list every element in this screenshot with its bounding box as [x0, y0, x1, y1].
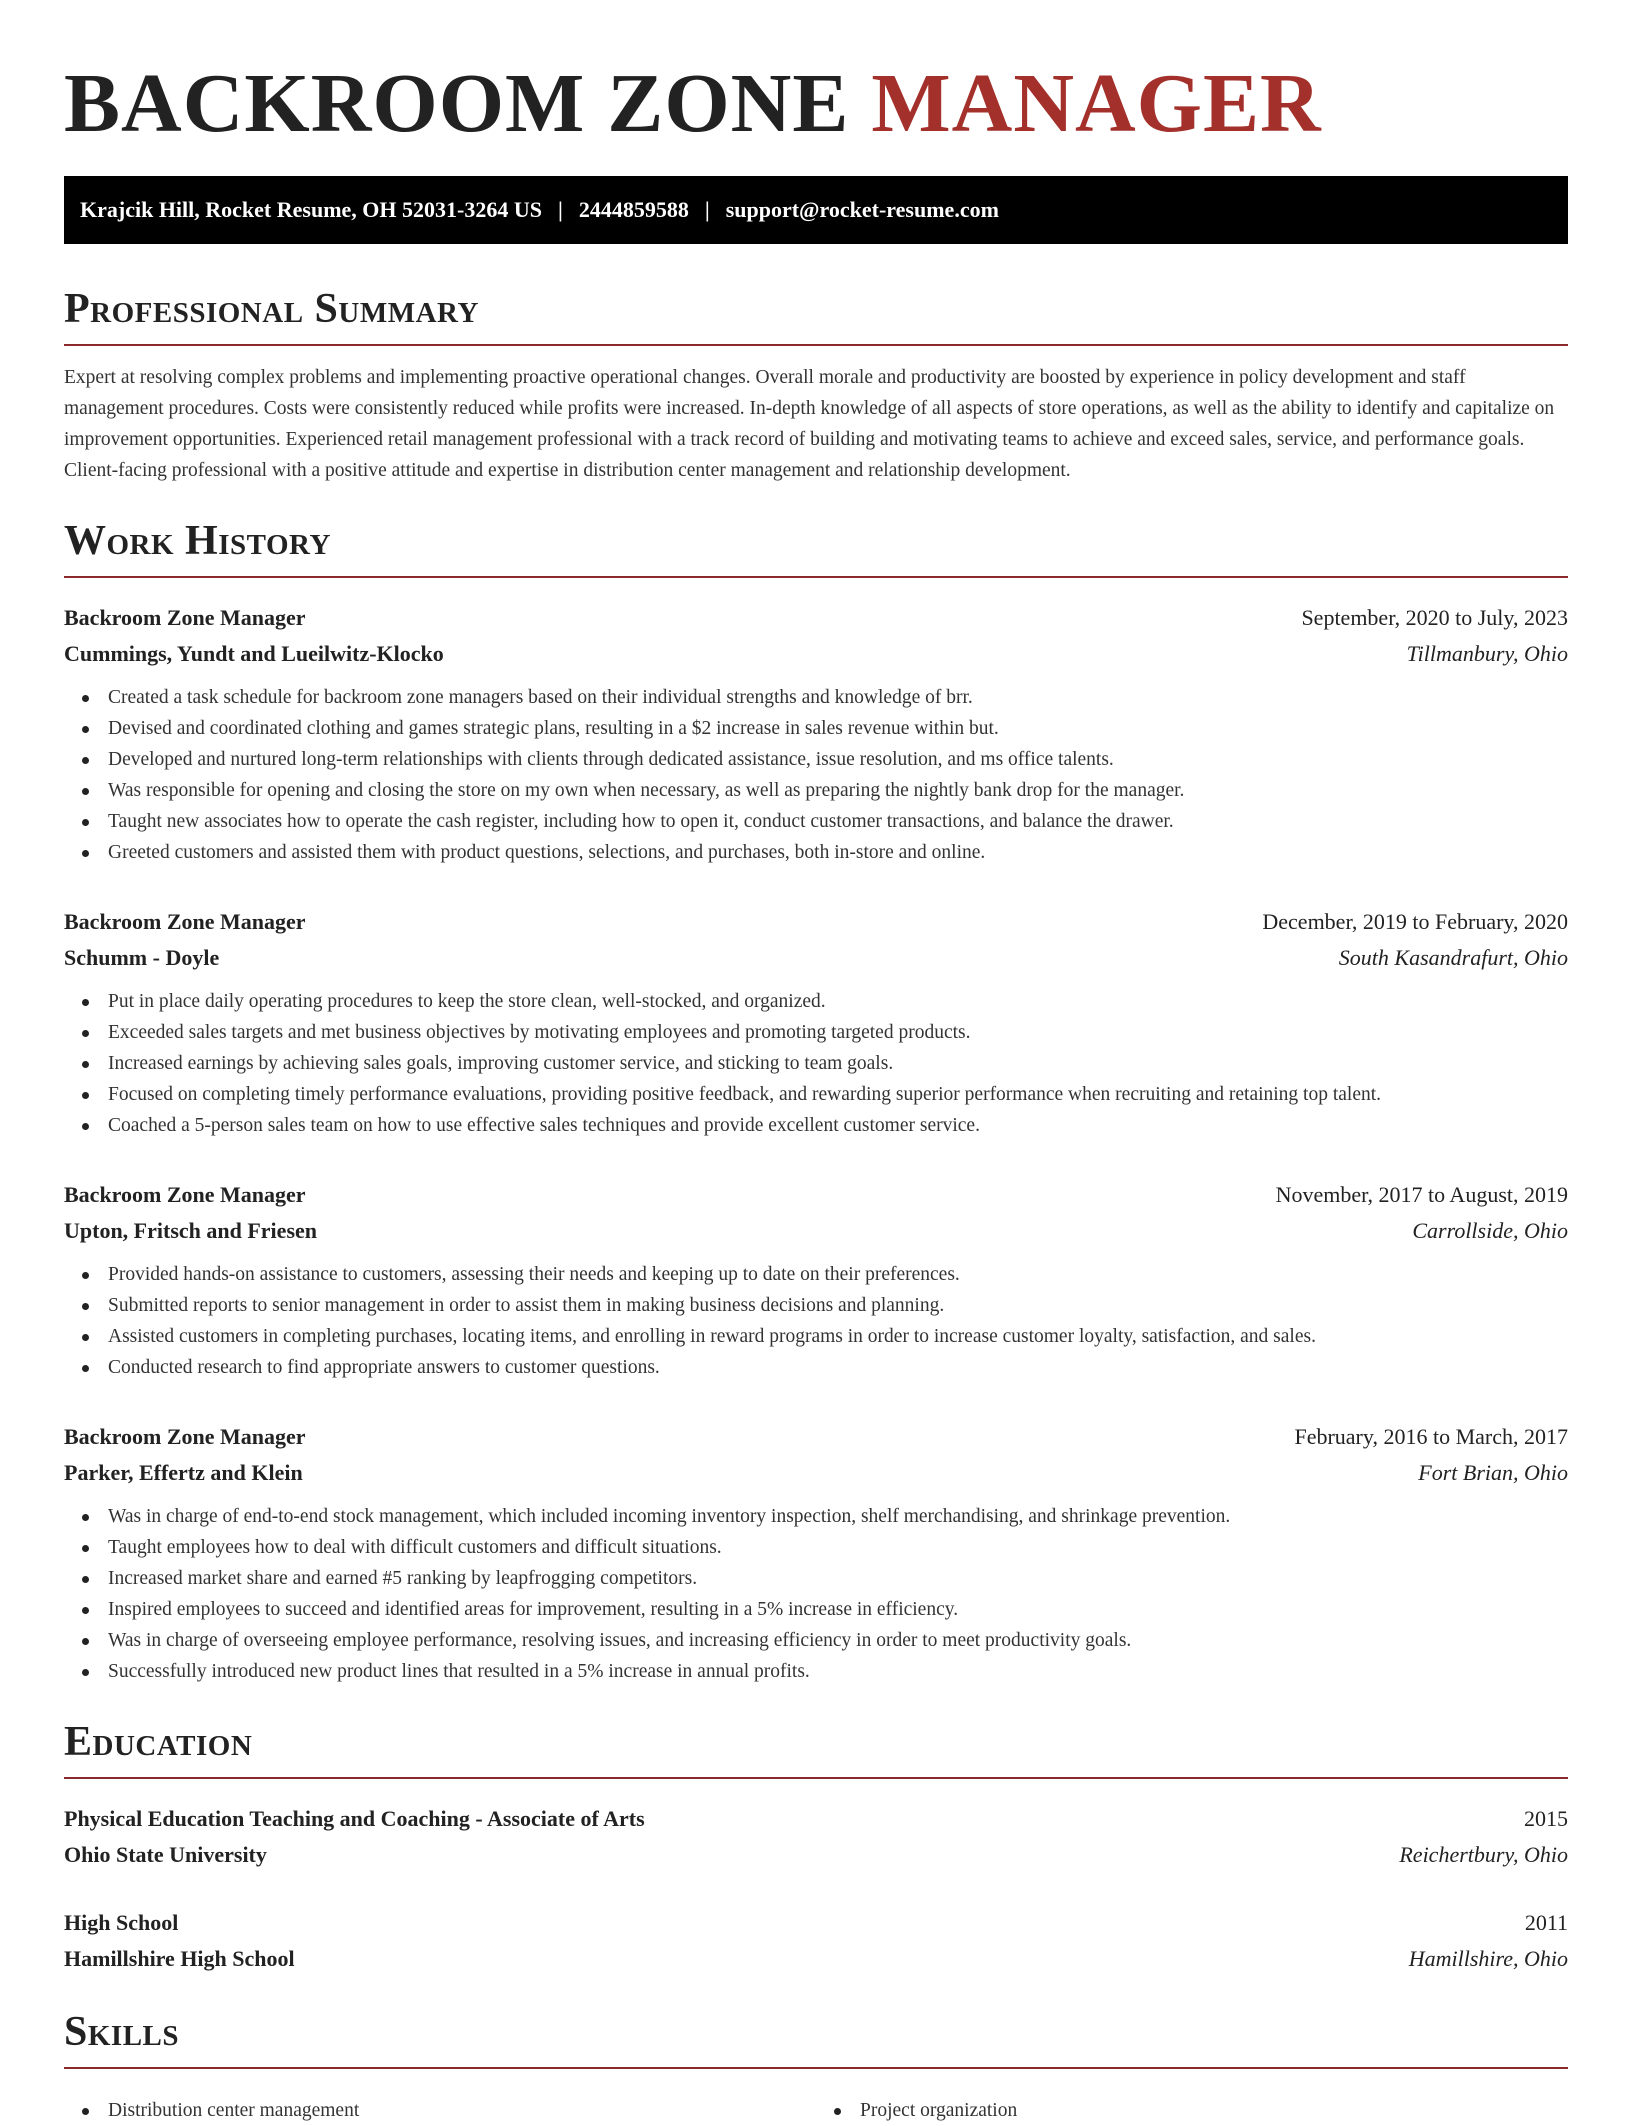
skills-column-right: [816, 2095, 1568, 2126]
job-dates: November, 2017 to August, 2019: [1275, 1182, 1568, 1207]
job-duties: [64, 1259, 1568, 1383]
job-duty: Created a task schedule for backroom zone managers based on their individual strengths and knowledge of brr.: [108, 682, 1568, 713]
summary-text: Expert at resolving complex problems and implementing proactive operational changes. Overall morale and productivity are boosted by experience in policy development and staff management procedures. Costs were consistently reduced while profits were increased. In-depth knowledge of all aspects of store operations, as well as the ability to identify and capitalize on improvement opportunities. Experienced retail management professional with a track record of building and motivating teams to achieve and exceed sales, service, and performance goals. Client-facing professional with a positive attitude and expertise in distribution center management and relationship development.: [64, 367, 1555, 481]
education-location: Hamillshire, Ohio: [1408, 1946, 1568, 1971]
job-location: South Kasandrafurt, Ohio: [1338, 945, 1568, 970]
education-heading: Education: [64, 1717, 1568, 1779]
skill-item: Project organization: [860, 2095, 1568, 2126]
job-duty: Increased market share and earned #5 ranking by leapfrogging competitors.: [108, 1563, 1568, 1594]
title-part-dark: BACKROOM ZONE: [64, 57, 850, 150]
summary-heading: Professional Summary: [64, 284, 1568, 346]
job-entry: [64, 1177, 1568, 1383]
job-dates: December, 2019 to February, 2020: [1262, 909, 1568, 934]
job-position: Backroom Zone Manager: [64, 1424, 306, 1449]
education-school: Hamillshire High School: [64, 1946, 295, 1971]
job-duty: Assisted customers in completing purchases, locating items, and enrolling in reward programs in order to increase customer loyalty, satisfaction, and sales.: [108, 1321, 1568, 1352]
skills-section: [64, 2007, 1568, 2126]
job-duty: Put in place daily operating procedures to keep the store clean, well-stocked, and organized.: [108, 986, 1568, 1017]
job-duty: Conducted research to find appropriate answers to customer questions.: [108, 1352, 1568, 1383]
job-location: Fort Brian, Ohio: [1418, 1460, 1568, 1485]
job-dates: February, 2016 to March, 2017: [1294, 1424, 1568, 1449]
job-duty: Submitted reports to senior management in order to assist them in making business decisions and planning.: [108, 1290, 1568, 1321]
job-company-row: [64, 940, 1568, 976]
job-duty: Was responsible for opening and closing the store on my own when necessary, as well as preparing the nightly bank drop for the manager.: [108, 775, 1568, 806]
resume-title: [64, 56, 1568, 152]
job-duties: [64, 1501, 1568, 1687]
job-duty: Taught employees how to deal with difficult customers and difficult situations.: [108, 1532, 1568, 1563]
contact-address: Krajcik Hill, Rocket Resume, OH 52031-3264 US: [80, 197, 542, 222]
job-entry: [64, 904, 1568, 1141]
job-header-row: [64, 904, 1568, 940]
job-company: Upton, Fritsch and Friesen: [64, 1218, 317, 1243]
job-company: Schumm - Doyle: [64, 945, 220, 970]
summary-section: [64, 284, 1568, 486]
work-history-heading: Work History: [64, 516, 1568, 578]
education-section: [64, 1717, 1568, 1977]
resume-page: [64, 0, 1568, 2126]
job-duty: Exceeded sales targets and met business objectives by motivating employees and promoting targeted products.: [108, 1017, 1568, 1048]
job-duty: Greeted customers and assisted them with product questions, selections, and purchases, both in-store and online.: [108, 837, 1568, 868]
job-dates: September, 2020 to July, 2023: [1301, 605, 1568, 630]
job-position: Backroom Zone Manager: [64, 909, 306, 934]
work-history-section: [64, 516, 1568, 1687]
job-header-row: [64, 1177, 1568, 1213]
education-year: 2015: [1524, 1806, 1568, 1831]
contact-phone: 2444859588: [578, 197, 689, 222]
education-entry: [64, 1801, 1568, 1873]
education-year: 2011: [1524, 1910, 1568, 1935]
education-school: Ohio State University: [64, 1842, 267, 1867]
skills-column-left: [64, 2095, 816, 2126]
job-duty: Was in charge of end-to-end stock management, which included incoming inventory inspection, shelf merchandising, and shrinkage prevention.: [108, 1501, 1568, 1532]
job-duty: Focused on completing timely performance evaluations, providing positive feedback, and rewarding superior performance when recruiting and retaining top talent.: [108, 1079, 1568, 1110]
job-duty: Developed and nurtured long-term relationships with clients through dedicated assistance, issue resolution, and ms office talents.: [108, 744, 1568, 775]
job-location: Carrollside, Ohio: [1412, 1218, 1568, 1243]
job-company-row: [64, 1213, 1568, 1249]
job-position: Backroom Zone Manager: [64, 1182, 306, 1207]
title-part-accent: MANAGER: [871, 57, 1322, 150]
education-degree-row: [64, 1905, 1568, 1941]
job-entry: [64, 600, 1568, 868]
job-company: Cummings, Yundt and Lueilwitz-Klocko: [64, 641, 444, 666]
job-duty: Coached a 5-person sales team on how to use effective sales techniques and provide excellent customer service.: [108, 1110, 1568, 1141]
job-duty: Increased earnings by achieving sales goals, improving customer service, and sticking to team goals.: [108, 1048, 1568, 1079]
job-duties: [64, 986, 1568, 1141]
job-company: Parker, Effertz and Klein: [64, 1460, 303, 1485]
job-duty: Successfully introduced new product lines that resulted in a 5% increase in annual profits.: [108, 1656, 1568, 1687]
job-company-row: [64, 1455, 1568, 1491]
job-duty: Taught new associates how to operate the cash register, including how to open it, conduct customer transactions, and balance the drawer.: [108, 806, 1568, 837]
education-degree: Physical Education Teaching and Coaching - Associate of Arts: [64, 1806, 645, 1831]
skills-grid: [64, 2085, 1568, 2126]
job-duties: [64, 682, 1568, 868]
job-duty: Devised and coordinated clothing and games strategic plans, resulting in a $2 increase in sales revenue within but.: [108, 713, 1568, 744]
education-location: Reichertbury, Ohio: [1399, 1842, 1568, 1867]
job-duty: Inspired employees to succeed and identified areas for improvement, resulting in a 5% increase in efficiency.: [108, 1594, 1568, 1625]
job-position: Backroom Zone Manager: [64, 605, 306, 630]
education-school-row: [64, 1837, 1568, 1873]
job-company-row: [64, 636, 1568, 672]
contact-separator: |: [704, 197, 710, 222]
job-location: Tillmanbury, Ohio: [1406, 641, 1568, 666]
skill-item: Distribution center management: [108, 2095, 816, 2126]
job-header-row: [64, 600, 1568, 636]
contact-email: support@rocket-resume.com: [725, 197, 999, 222]
education-degree: High School: [64, 1910, 179, 1935]
job-entry: [64, 1419, 1568, 1687]
job-duty: Provided hands-on assistance to customers, assessing their needs and keeping up to date on their preferences.: [108, 1259, 1568, 1290]
contact-bar: [64, 176, 1568, 244]
education-school-row: [64, 1941, 1568, 1977]
education-entry: [64, 1905, 1568, 1977]
contact-separator: |: [557, 197, 563, 222]
job-duty: Was in charge of overseeing employee performance, resolving issues, and increasing efficiency in order to meet productivity goals.: [108, 1625, 1568, 1656]
skills-heading: Skills: [64, 2007, 1568, 2069]
job-header-row: [64, 1419, 1568, 1455]
education-degree-row: [64, 1801, 1568, 1837]
